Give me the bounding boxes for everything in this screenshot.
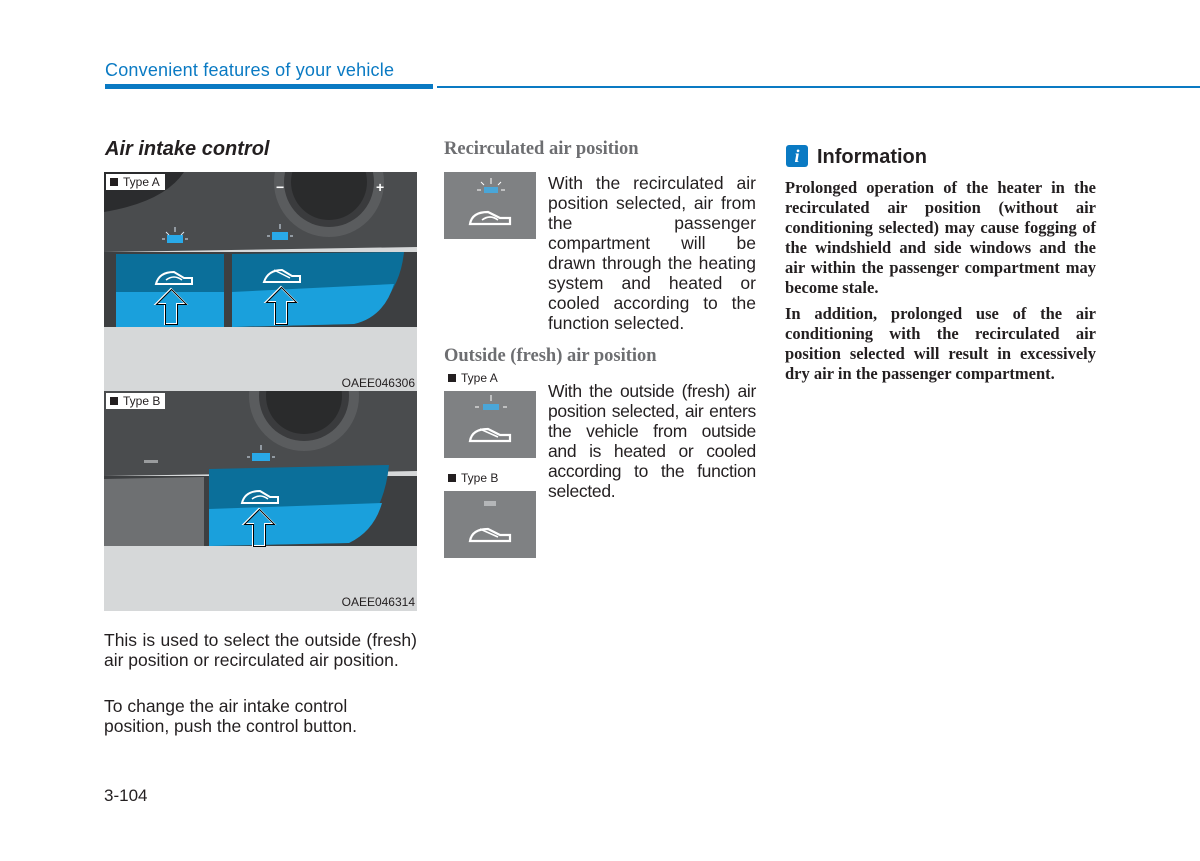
bullet-square-icon — [448, 374, 456, 382]
section-title: Air intake control — [105, 138, 270, 160]
page-number: 3-104 — [104, 786, 148, 805]
bullet-square-icon — [448, 474, 456, 482]
outside-text: With the outside (fresh) air position selected, air enters the vehicle from outside and is heated or cooled according to the function selected. — [548, 381, 756, 501]
running-header: Convenient features of your vehicle — [105, 60, 395, 80]
outside-thumbnail-a — [444, 391, 536, 458]
outside-thumbnail-b — [444, 491, 536, 558]
control-panel-illustration-b — [104, 391, 417, 611]
figure-code-a: OAEE046306 — [341, 376, 415, 390]
outside-type-b-tag: Type B — [444, 470, 503, 486]
svg-text:+: + — [376, 179, 385, 195]
figure-code-b: OAEE046314 — [341, 595, 415, 609]
outside-type-a-tag: Type A — [444, 370, 503, 386]
description-p1: This is used to select the outside (fresh) air position or recirculated air position. — [104, 630, 417, 670]
information-p1: Prolonged operation of the heater in the recirculated air position (without air conditioning selected) may cause fogging of the windshield and side windows and the air within the passenger compartment may become stale. — [785, 178, 1096, 297]
fresh-air-car-icon-b — [444, 491, 536, 558]
information-p2: In addition, prolonged use of the air conditioning with the recirculated air position selected will result in excessively dry air in the passenger compartment. — [785, 304, 1096, 383]
recirculated-heading: Recirculated air position — [444, 139, 639, 159]
outside-heading: Outside (fresh) air position — [444, 346, 657, 366]
type-b-tag: Type B — [106, 393, 165, 409]
header-rule-thick — [105, 84, 433, 89]
bullet-square-icon — [110, 178, 118, 186]
recirculated-text: With the recirculated air position selected, air from the passenger compartment will be drawn through the heating system and heated or cooled according to the function selected. — [548, 173, 756, 333]
description-p2: To change the air intake control position, push the control button. — [104, 696, 357, 736]
type-a-tag: Type A — [106, 174, 165, 190]
figure-type-a — [104, 172, 417, 392]
fresh-air-car-icon — [444, 391, 536, 458]
recirculated-thumbnail — [444, 172, 536, 239]
information-title: Information — [817, 146, 927, 168]
header-rule-thin — [437, 86, 1200, 88]
svg-text:−: − — [276, 179, 285, 195]
control-panel-illustration-a — [104, 172, 417, 392]
figure-type-b — [104, 391, 417, 611]
recirculate-car-icon — [444, 172, 536, 239]
info-icon: i — [786, 145, 808, 167]
bullet-square-icon — [110, 397, 118, 405]
